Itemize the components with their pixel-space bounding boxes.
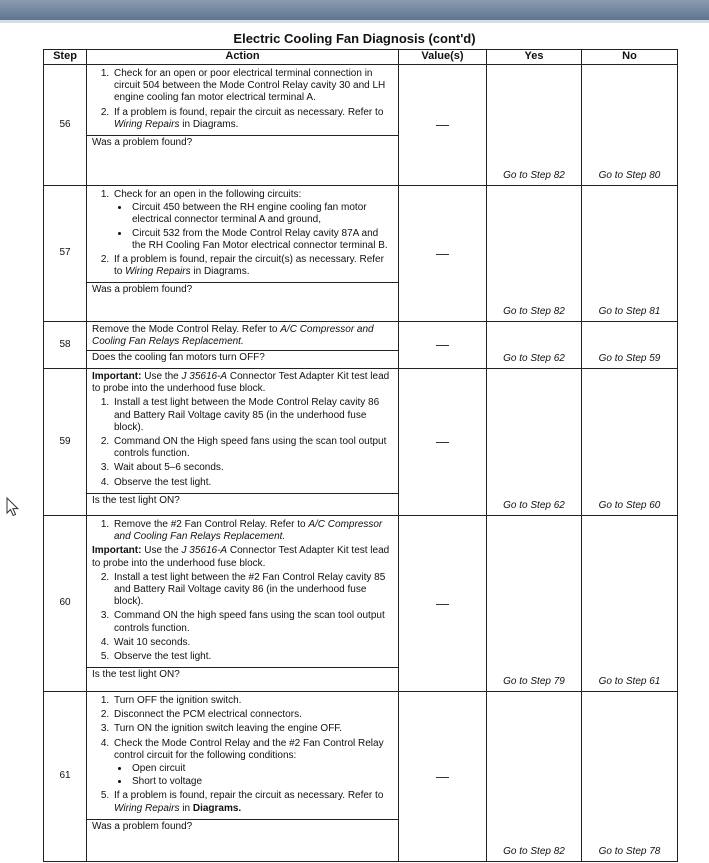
action-cell [87, 186, 399, 322]
step-number: 60 [44, 516, 87, 692]
step-number: 59 [44, 369, 87, 516]
table-row [44, 516, 678, 692]
step-number: 58 [44, 322, 87, 369]
value-cell: — [399, 692, 487, 862]
no-result: Go to Step 80 [582, 65, 678, 186]
action-item: 2. Command ON the High speed fans using the scan tool output controls function. [112, 436, 394, 460]
step-number: 56 [44, 65, 87, 186]
no-result: Go to Step 78 [582, 692, 678, 862]
question-text: Was a problem found? [87, 135, 398, 151]
condition-bullet: • Circuit 532 from the Mode Control Relay cavity 87A and the RH Cooling Fan Motor electrical connector terminal B. [130, 228, 394, 252]
action-item: 4. Observe the test light. [112, 477, 394, 489]
condition-bullet: • Circuit 450 between the RH engine cooling fan motor electrical connector terminal A and ground, [130, 202, 394, 226]
diagnosis-table [43, 49, 678, 862]
top-bar-divider [0, 20, 709, 23]
action-item: 4. Check the Mode Control Relay and the #2 Fan Control Relay control circuit for the following conditions: • Open circuit • Short to voltage [112, 738, 394, 789]
action-item: 4. Wait 10 seconds. [112, 637, 394, 649]
action-cell [87, 65, 399, 186]
header-values: Value(s) [399, 50, 487, 65]
table-header-row [44, 50, 678, 65]
table-row [44, 369, 678, 516]
table-row [44, 692, 678, 862]
no-result: Go to Step 61 [582, 516, 678, 692]
step-number: 61 [44, 692, 87, 862]
action-cell [87, 369, 399, 516]
value-cell: — [399, 65, 487, 186]
action-cell [87, 692, 399, 862]
condition-bullet: • Open circuit [130, 763, 394, 775]
question-text: Is the test light ON? [87, 667, 398, 683]
no-result: Go to Step 60 [582, 369, 678, 516]
question-text: Was a problem found? [87, 819, 398, 835]
action-item: 5. Observe the test light. [112, 651, 394, 663]
no-result: Go to Step 81 [582, 186, 678, 322]
yes-result: Go to Step 79 [487, 516, 582, 692]
table-row [44, 322, 678, 369]
action-item: 3. Command ON the high speed fans using the scan tool output controls function. [112, 610, 394, 634]
header-yes: Yes [487, 50, 582, 65]
value-cell: — [399, 322, 487, 369]
step-number: 57 [44, 186, 87, 322]
yes-result: Go to Step 62 [487, 322, 582, 369]
question-text: Is the test light ON? [87, 493, 398, 509]
mouse-pointer-icon [6, 497, 20, 517]
action-item: 1. Check for an open in the following circuits: • Circuit 450 between the RH engine cooling fan motor electrical connector terminal A and ground, • Circuit 532 from the Mode Control Relay cavity 87A and the RH Cooling Fan Motor electrical connector terminal B. [112, 189, 394, 252]
important-note: Important: Use the J 35616-A Connector Test Adapter Kit test lead to probe into the underhood fuse block. [92, 545, 390, 569]
action-item: 1. Turn OFF the ignition switch. [112, 695, 394, 707]
action-item: 3. Wait about 5–6 seconds. [112, 462, 394, 474]
window-top-bar [0, 0, 709, 20]
action-item: 3. Turn ON the ignition switch leaving the engine OFF. [112, 723, 394, 735]
table-row [44, 186, 678, 322]
action-cell: Remove the Mode Control Relay. Refer to A/C Compressor and Cooling Fan Relays Replacement. Does the cooling fan motors turn OFF? [87, 322, 399, 369]
page-title: Electric Cooling Fan Diagnosis (cont'd) [233, 31, 476, 46]
yes-result: Go to Step 82 [487, 186, 582, 322]
action-item: 1. Install a test light between the Mode Control Relay cavity 86 and Battery Rail Voltage cavity 85 (in the underhood fuse block). [112, 397, 394, 434]
value-cell: — [399, 186, 487, 322]
yes-result: Go to Step 82 [487, 692, 582, 862]
action-item: 1. Remove the #2 Fan Control Relay. Refer to A/C Compressor and Cooling Fan Relays Replacement. [112, 519, 394, 543]
yes-result: Go to Step 62 [487, 369, 582, 516]
action-cell [87, 516, 399, 692]
value-cell: — [399, 516, 487, 692]
question-text: Does the cooling fan motors turn OFF? [87, 350, 398, 366]
header-step: Step [44, 50, 87, 65]
header-no: No [582, 50, 678, 65]
condition-bullet: • Short to voltage [130, 776, 394, 788]
important-note: Important: Use the J 35616-A Connector Test Adapter Kit test lead to probe into the underhood fuse block. [92, 371, 390, 395]
header-action: Action [87, 50, 399, 65]
action-item: 1. Check for an open or poor electrical terminal connection in circuit 504 between the Mode Control Relay cavity 30 and LH engine cooling fan motor electrical terminal A. [112, 68, 394, 105]
action-item: 2. Disconnect the PCM electrical connectors. [112, 709, 394, 721]
action-item: 5. If a problem is found, repair the circuit as necessary. Refer to Wiring Repairs in Diagrams. [112, 790, 394, 814]
yes-result: Go to Step 82 [487, 65, 582, 186]
action-item: 2. If a problem is found, repair the circuit as necessary. Refer to Wiring Repairs in Diagrams. [112, 107, 394, 131]
table-row [44, 65, 678, 186]
action-item: 2. Install a test light between the #2 Fan Control Relay cavity 85 and Battery Rail Voltage cavity 86 (in the underhood fuse block). [112, 572, 394, 609]
action-item: 2. If a problem is found, repair the circuit(s) as necessary. Refer to Wiring Repairs in Diagrams. [112, 254, 394, 278]
question-text: Was a problem found? [87, 282, 398, 298]
value-cell: — [399, 369, 487, 516]
no-result: Go to Step 59 [582, 322, 678, 369]
